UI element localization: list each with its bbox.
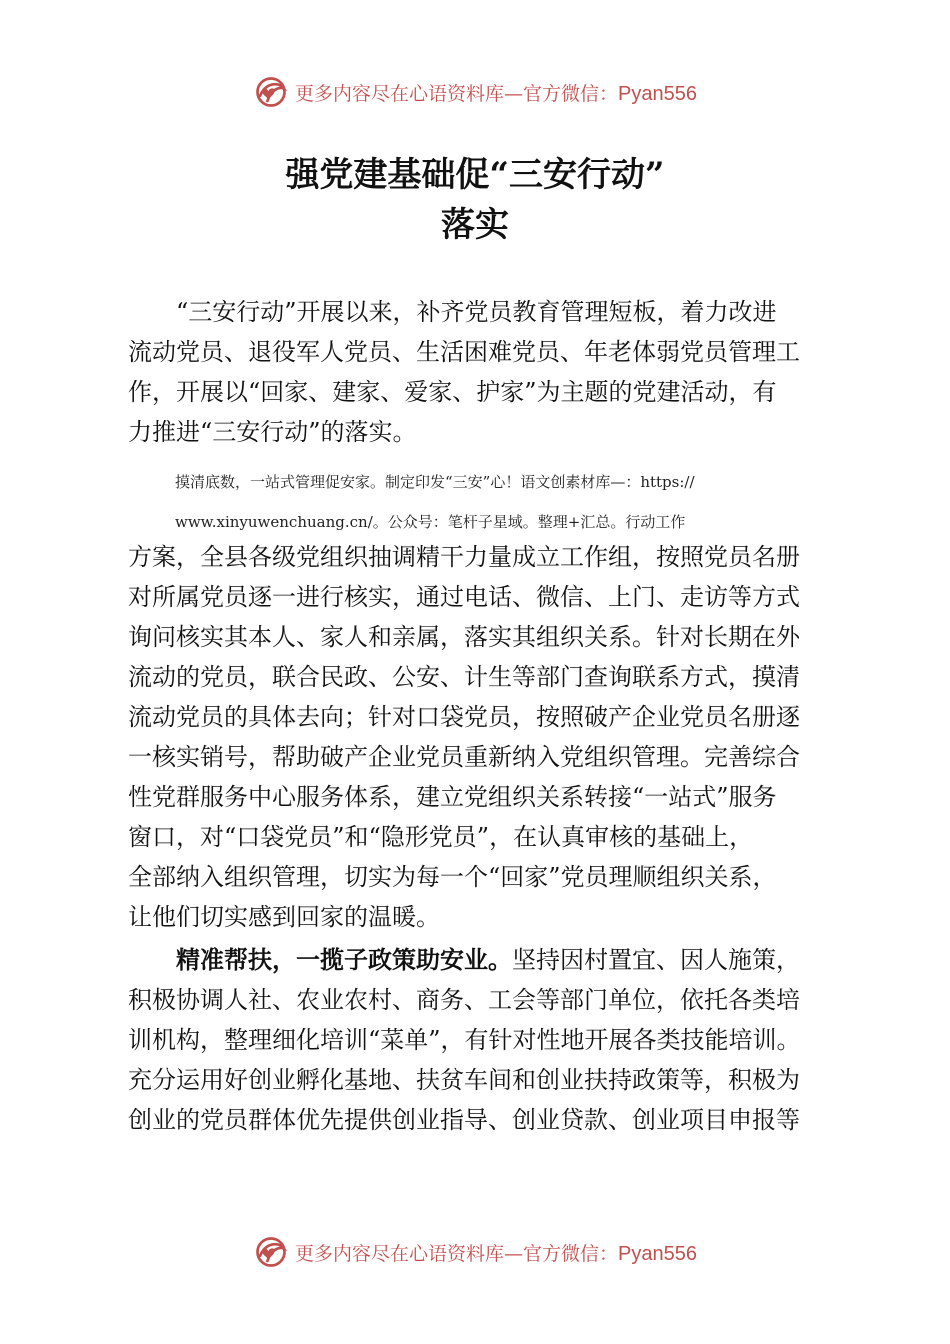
- body-line: 窗口，对“口袋党员”和“隐形党员”，在认真审核的基础上，: [128, 823, 754, 851]
- intro-line: 力推进“三安行动”的落实。: [128, 418, 417, 446]
- body-paragraph: [128, 537, 828, 937]
- wechat-id: Pyan556: [618, 1242, 697, 1265]
- inserted-note-line-2: www.xinyuwenchuang.cn/。公众号：笔杆子星域。整理+汇总。行动工作: [175, 513, 686, 531]
- body-line: 对所属党员逐一进行核实，通过电话、微信、上门、走访等方式: [128, 583, 800, 611]
- body-line: 方案，全县各级党组织抽调精干力量成立工作组，按照党员名册: [128, 543, 800, 571]
- body-line: 一核实销号，帮助破产企业党员重新纳入党组织管理。完善综合: [128, 743, 800, 771]
- footer-banner: [0, 1232, 950, 1272]
- inserted-note-line-1: 摸清底数，一站式管理促安家。制定印发“三安”心！语文创素材库—：https://: [175, 473, 695, 491]
- body-line: 流动党员的具体去向；针对口袋党员，按照破产企业党员名册逐: [128, 703, 800, 731]
- body-line: 性党群服务中心服务体系，建立党组织关系转接“一站式”服务: [128, 783, 777, 811]
- banner-text: 更多内容尽在心语资料库—官方微信：Pyan556: [295, 1242, 697, 1265]
- document-title-line-1: 强党建基础促“三安行动”: [285, 155, 665, 195]
- intro-paragraph: [128, 292, 828, 452]
- body-line: 全部纳入组织管理，切实为每一个“回家”党员理顺组织关系，: [128, 863, 777, 891]
- section2-line: 充分运用好创业孵化基地、扶贫车间和创业扶持政策等，积极为: [128, 1066, 800, 1094]
- heart-swirl-logo-icon: [253, 74, 289, 110]
- section2-line: 训机构，整理细化培训“菜单”，有针对性地开展各类技能培训。: [128, 1026, 801, 1054]
- document-title-line-2: 落实: [441, 205, 509, 245]
- intro-line: 作，开展以“回家、建家、爱家、护家”为主题的党建活动，有: [128, 378, 777, 406]
- section2-lead-heading: 精准帮扶，一揽子政策助安业。: [176, 946, 512, 974]
- wechat-id: Pyan556: [618, 82, 697, 105]
- section2-line: 积极协调人社、农业农村、商务、工会等部门单位，依托各类培: [128, 986, 800, 1014]
- section2-line: 创业的党员群体优先提供创业指导、创业贷款、创业项目申报等: [128, 1106, 800, 1134]
- intro-line: 流动党员、退役军人党员、生活困难党员、年老体弱党员管理工: [128, 338, 800, 366]
- section2-first-line: [128, 940, 828, 980]
- section2-first-rest: 坚持因村置宜、因人施策，: [512, 946, 800, 974]
- body-line: 让他们切实感到回家的温暖。: [128, 903, 440, 931]
- body-line: 询问核实其本人、家人和亲属，落实其组织关系。针对长期在外: [128, 623, 800, 651]
- body-line: 流动的党员，联合民政、公安、计生等部门查询联系方式，摸清: [128, 663, 800, 691]
- header-banner: [0, 72, 950, 112]
- intro-line: “三安行动”开展以来，补齐党员教育管理短板，着力改进: [176, 298, 777, 326]
- heart-swirl-logo-icon: [253, 1234, 289, 1270]
- section2-paragraph: [128, 940, 828, 1140]
- banner-text: 更多内容尽在心语资料库—官方微信：Pyan556: [295, 82, 697, 105]
